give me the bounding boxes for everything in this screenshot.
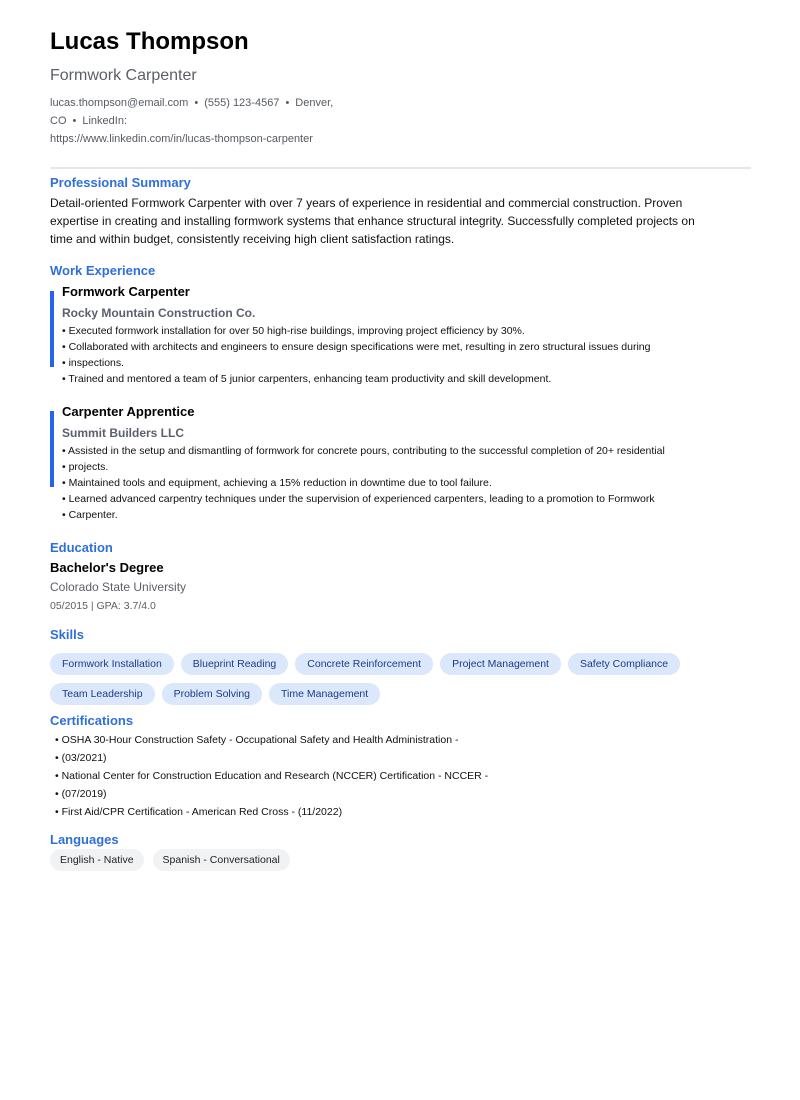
section-title-languages: Languages	[50, 832, 119, 847]
job-bullet: • Maintained tools and equipment, achieving a 15% reduction in downtime due to tool failure.	[62, 477, 492, 489]
summary-section	[50, 175, 751, 248]
skill-pill: Team Leadership	[50, 683, 155, 705]
job-bullet: • Trained and mentored a team of 5 junior carpenters, enhancing team productivity and skill development.	[62, 373, 552, 385]
contact-info	[50, 94, 410, 148]
skills-section	[50, 627, 751, 705]
job-bullet: • Learned advanced carpentry techniques under the supervision of experienced carpenters, leading to a promotion to Formwork	[62, 493, 655, 505]
job-bullet: • projects.	[62, 461, 109, 473]
job-bullet: • inspections.	[62, 357, 125, 369]
education-section	[50, 540, 751, 614]
job-accent-bar	[50, 411, 54, 487]
certification-item: • National Center for Construction Education and Research (NCCER) Certification - NCCER -	[55, 770, 489, 782]
section-title-skills: Skills	[50, 627, 84, 642]
contact-location: Denver, CO	[50, 97, 334, 127]
certification-item: • (07/2019)	[55, 788, 107, 800]
separator: •	[285, 97, 290, 109]
summary-text: Detail-oriented Formwork Carpenter with over 7 years of experience in residential and commercial construction. Proven expertise in creating and installing formwork systems that enhance structural integrity. Successfully completed projects on time and within budget, consistently receiving high client satisfaction ratings.	[50, 196, 695, 246]
certification-item: • OSHA 30-Hour Construction Safety - Occupational Safety and Health Administration -	[55, 734, 459, 746]
header-divider	[50, 167, 751, 169]
certification-item: • (03/2021)	[55, 752, 107, 764]
skill-pill: Project Management	[440, 653, 561, 675]
job-accent-bar	[50, 291, 54, 367]
contact-email[interactable]: lucas.thompson@email.com	[50, 97, 189, 109]
section-title-experience: Work Experience	[50, 263, 156, 278]
job-entry	[50, 403, 751, 523]
job-bullet: • Carpenter.	[62, 509, 118, 521]
skills-list	[50, 653, 750, 705]
contact-linkedin-url[interactable]: https://www.linkedin.com/in/lucas-thompson-carpenter	[50, 133, 313, 145]
job-company: Rocky Mountain Construction Co.	[62, 306, 256, 320]
resume-page	[50, 26, 751, 871]
skill-pill: Time Management	[269, 683, 380, 705]
separator: •	[194, 97, 199, 109]
experience-section	[50, 263, 751, 523]
languages-section	[50, 832, 751, 871]
job-bullets	[62, 443, 751, 523]
separator: •	[72, 115, 77, 127]
skill-pill: Concrete Reinforcement	[295, 653, 433, 675]
job-bullets	[62, 323, 751, 387]
skill-pill: Problem Solving	[162, 683, 262, 705]
skill-pill: Blueprint Reading	[181, 653, 288, 675]
section-title-summary: Professional Summary	[50, 175, 191, 190]
education-meta: 05/2015 | GPA: 3.7/4.0	[50, 600, 156, 612]
section-title-certifications: Certifications	[50, 713, 134, 728]
language-pill: English - Native	[50, 849, 144, 871]
candidate-name: Lucas Thompson	[50, 28, 249, 55]
languages-list	[50, 849, 751, 871]
job-bullet: • Assisted in the setup and dismantling of formwork for concrete pours, contributing to the successful completion of 20+ residential	[62, 445, 665, 457]
job-bullet: • Collaborated with architects and engineers to ensure design specifications were met, resulting in zero structural issues during	[62, 341, 651, 353]
certifications-section	[50, 713, 751, 821]
contact-phone: (555) 123-4567	[204, 97, 280, 109]
job-bullet: • Executed formwork installation for over 50 high-rise buildings, improving project efficiency by 30%.	[62, 325, 525, 337]
skill-pill: Formwork Installation	[50, 653, 174, 675]
certification-item: • First Aid/CPR Certification - American Red Cross - (11/2022)	[55, 806, 343, 818]
skill-pill: Safety Compliance	[568, 653, 680, 675]
contact-linkedin-label: LinkedIn:	[82, 115, 128, 127]
language-pill: Spanish - Conversational	[153, 849, 290, 871]
candidate-headline: Formwork Carpenter	[50, 67, 197, 84]
education-degree: Bachelor's Degree	[50, 560, 164, 575]
job-company: Summit Builders LLC	[62, 426, 185, 440]
job-entry	[50, 283, 751, 387]
section-title-education: Education	[50, 540, 113, 555]
certifications-list	[55, 731, 751, 821]
education-school: Colorado State University	[50, 580, 187, 594]
job-title: Formwork Carpenter	[62, 284, 190, 299]
job-title: Carpenter Apprentice	[62, 404, 195, 419]
